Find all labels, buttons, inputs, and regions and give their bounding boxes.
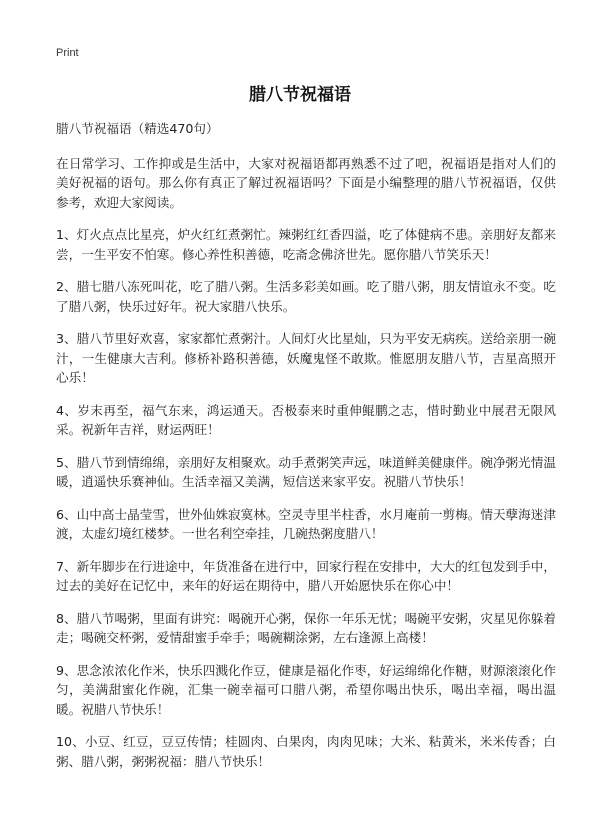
greeting-item-5: 5、腊八节到情绵绵，亲朋好友相聚欢。动手煮粥笑声远，味道鲜美健康伴。碗净粥光情温暖，逍遥快乐赛神仙。生活幸福又美满，短信送来家平安。祝腊八节快乐！: [56, 454, 556, 489]
greeting-item-7: 7、新年脚步在行进途中，年货准备在进行中，回家行程在安排中，大大的红包发到手中，过去的美好在记忆中，来年的好运在期待中，腊八开始愿快乐在你心中！: [56, 558, 556, 593]
intro-paragraph: 在日常学习、工作抑或是生活中，大家对祝福语都再熟悉不过了吧，祝福语是指对人们的美好祝福的语句。那么你有真正了解过祝福语吗？下面是小编整理的腊八节祝福语，仅供参考，欢迎大家阅读。: [56, 155, 556, 210]
document-body: [56, 119, 556, 784]
greeting-item-3: 3、腊八节里好欢喜，家家都忙煮粥汁。人间灯火比星灿，只为平安无病疾。送给亲朋一碗汁，一生健康大吉利。修桥补路积善德，妖魔鬼怪不敢欺。惟愿朋友腊八节，吉星高照开心乐！: [56, 331, 556, 385]
greeting-item-6: 6、山中高士晶莹雪，世外仙姝寂寞林。空灵寺里半柱香，水月庵前一剪梅。情天孽海迷津渡，太虚幻境红楼梦。一世名利空牵挂，几碗热粥度腊八！: [56, 506, 556, 541]
print-link[interactable]: Print: [56, 47, 79, 59]
document-title: 腊八节祝福语: [249, 85, 351, 105]
greeting-item-4: 4、岁末再至，福气东来，鸿运通天。否极泰来时重伸鲲鹏之志，惜时勤业中展君无限风采。祝新年吉祥，财运两旺！: [56, 402, 556, 437]
document-subtitle: 腊八节祝福语（精选470句）: [56, 121, 219, 136]
greeting-item-9: 9、思念浓浓化作米，快乐四溅化作豆，健康是福化作枣，好运绵绵化作糖，财源滚滚化作匀，美满甜蜜化作碗，汇集一碗幸福可口腊八粥，希望你喝出快乐，喝出幸福，喝出温暖。祝腊八节快乐！: [56, 662, 556, 717]
greeting-item-1: 1、灯火点点比星亮，炉火红红煮粥忙。辣粥红红香四溢，吃了体健病不患。亲朋好友都来尝，一生平安不怕寒。修心养性积善德，吃斋念佛济世先。愿你腊八节笑乐天！: [56, 227, 556, 262]
greeting-item-8: 8、腊八节喝粥，里面有讲究：喝碗开心粥，保你一年乐无忧；喝碗平安粥，灾星见你躲着走；喝碗交杯粥，爱情甜蜜手牵手；喝碗糊涂粥，左右逢源上高楼！: [56, 610, 556, 645]
greeting-item-2: 2、腊七腊八冻死叫花，吃了腊八粥。生活多彩美如画。吃了腊八粥，朋友情谊永不变。吃了腊八粥，快乐过好年。祝大家腊八快乐。: [56, 279, 556, 314]
greeting-item-10: 10、小豆、红豆，豆豆传情；桂圆肉、白果肉，肉肉见味；大米、粘黄米，米米传香；白粥、腊八粥，粥粥祝福：腊八节快乐！: [56, 734, 556, 769]
